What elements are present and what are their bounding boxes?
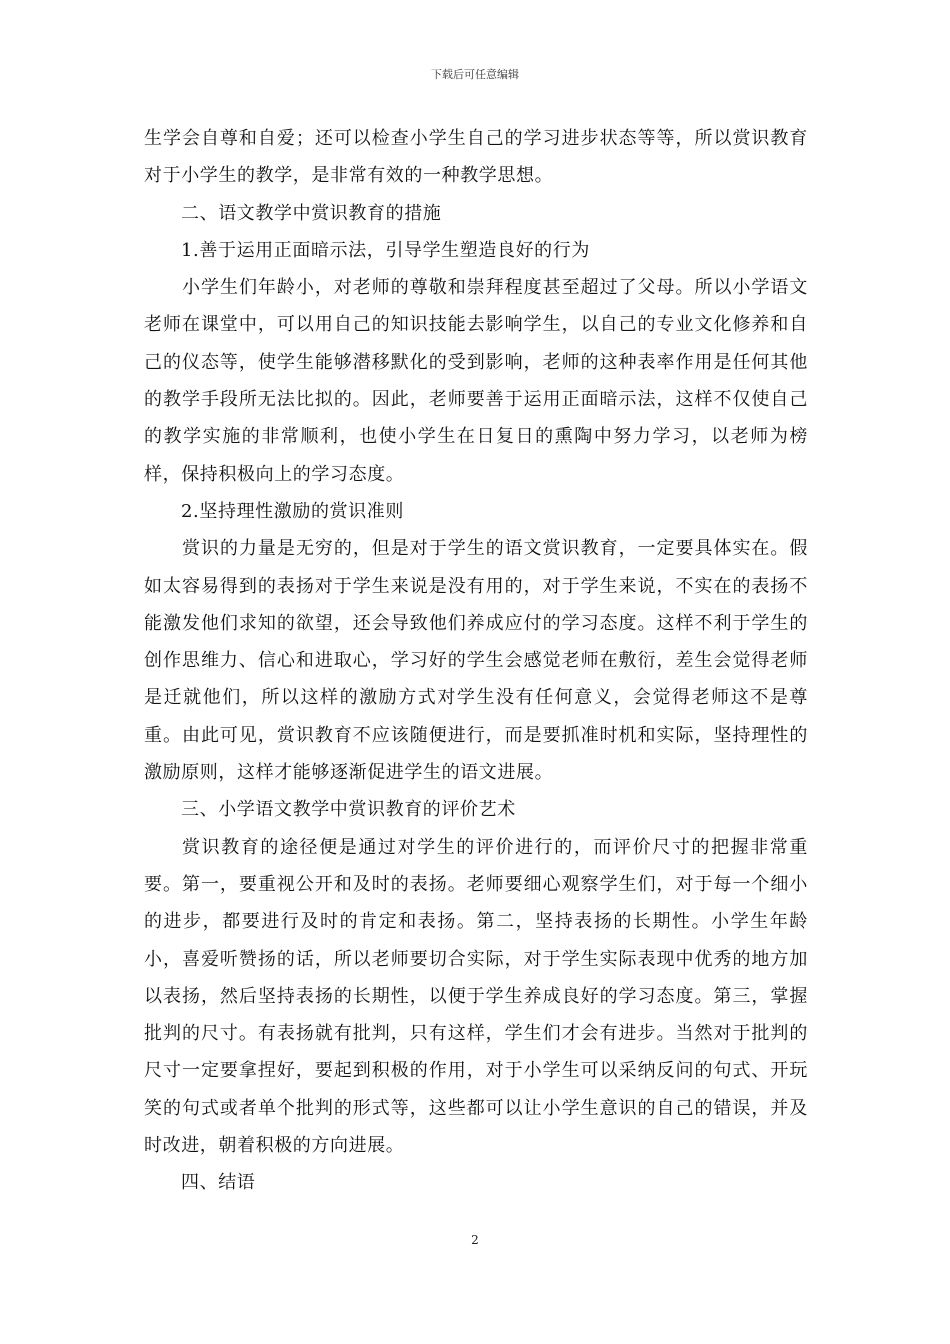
paragraph-2-1-body: 小学生们年龄小，对老师的尊敬和崇拜程度甚至超过了父母。所以小学语文老师在课堂中，可以用自己的知识技能去影响学生，以自己的专业文化修养和自己的仪态等，使学生能够潜移默化的受到影响，老师的这种表率作用是任何其他的教学手段所无法比拟的。因此，老师要善于运用正面暗示法，这样不仅使自己的教学实施的非常顺利，也使小学生在日复日的熏陶中努力学习，以老师为榜样，保持积极向上的学习态度。: [144, 277, 808, 485]
subheading-2-2: 2.坚持理性激励的赏识准则: [181, 500, 404, 522]
section-heading-3: 三、小学语文教学中赏识教育的评价艺术: [181, 799, 516, 821]
paragraph-3-body: 赏识教育的途径便是通过对学生的评价进行的，而评价尺寸的把握非常重要。第一，要重视公开和及时的表扬。老师要细心观察学生们，对于每一个细小的进步，都要进行及时的肯定和表扬。第二，坚持表扬的长期性。小学生年龄小，喜爱听赞扬的话，所以老师要切合实际，对于学生实际表现中优秀的地方加以表扬，然后坚持表扬的长期性，以便于学生养成良好的学习态度。第三，掌握批判的尺寸。有表扬就有批判，只有这样，学生们才会有进步。当然对于批判的尺寸一定要拿捏好，要起到积极的作用，对于小学生可以采纳反问的句式、开玩笑的句式或者单个批判的形式等，这些都可以让小学生意识的自己的错误，并及时改进，朝着积极的方向进展。: [144, 836, 808, 1157]
paragraph-2-2-body: 赏识的力量是无穷的，但是对于学生的语文赏识教育，一定要具体实在。假如太容易得到的表扬对于学生来说是没有用的，对于学生来说，不实在的表扬不能激发他们求知的欲望，还会导致他们养成应付的学习态度。这样不利于学生的创作思维力、信心和进取心，学习好的学生会感觉老师在敷衍，差生会觉得老师是迁就他们，所以这样的激励方式对学生没有任何意义，会觉得老师这不是尊重。由此可见，赏识教育不应该随便进行，而是要抓准时机和实际，坚持理性的激励原则，这样才能够逐渐促进学生的语文进展。: [144, 538, 808, 784]
subheading-2-1: 1.善于运用正面暗示法，引导学生塑造良好的行为: [181, 239, 590, 261]
page-number: 2: [471, 1233, 479, 1247]
page-header: 下载后可任意编辑: [431, 68, 519, 81]
section-heading-4: 四、结语: [181, 1172, 256, 1194]
section-heading-2: 二、语文教学中赏识教育的措施: [181, 202, 442, 224]
paragraph-continuation: 生学会自尊和自爱；还可以检查小学生自己的学习进步状态等等，所以赏识教育对于小学生的教学，是非常有效的一种教学思想。: [144, 128, 808, 187]
document-body: [144, 120, 808, 1202]
